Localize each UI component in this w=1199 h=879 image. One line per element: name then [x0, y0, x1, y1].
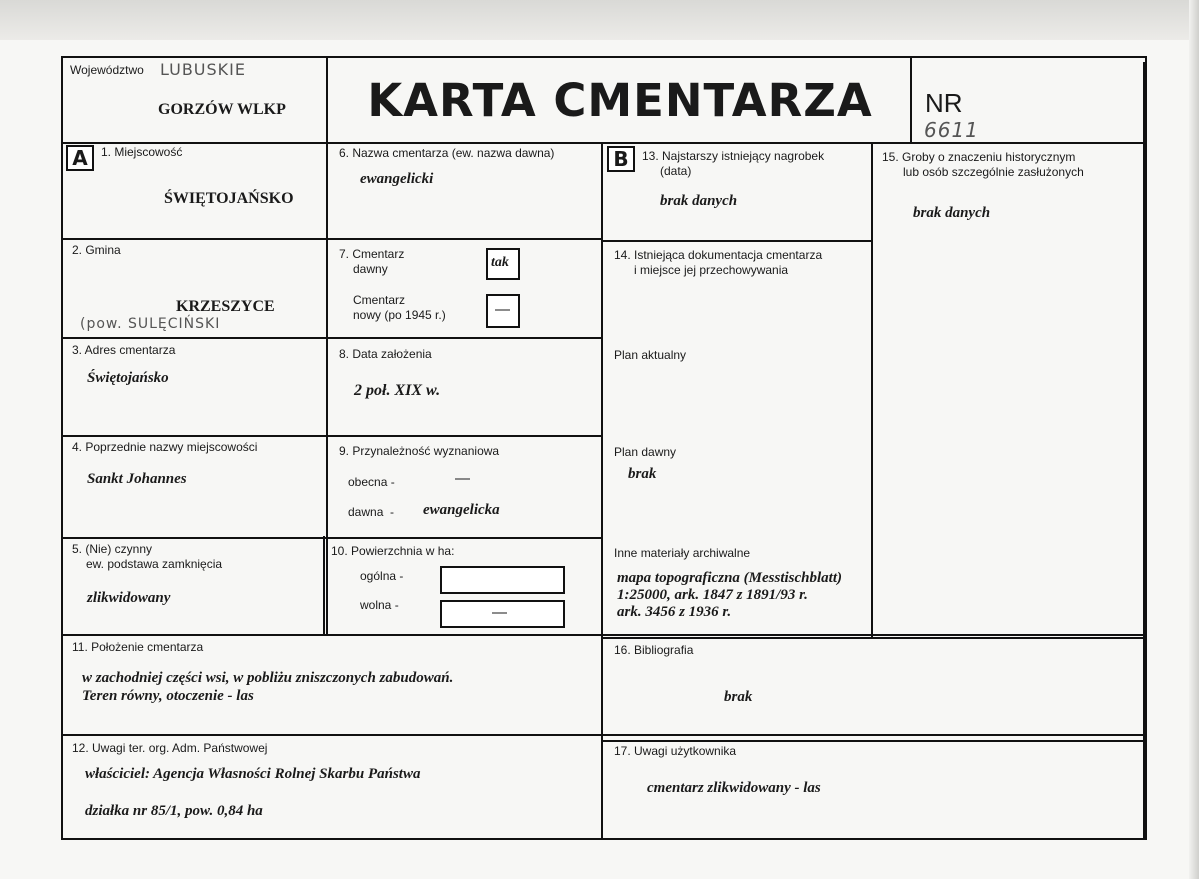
nr-value: 6611	[924, 118, 979, 142]
field-9-obecna-label: obecna -	[348, 475, 395, 489]
field-7-label-2b: nowy (po 1945 r.)	[353, 308, 446, 322]
field-14-inne-value-1: mapa topograficzna (Messtischblatt)	[617, 570, 843, 586]
field-14-inne-value-2: 1:25000, ark. 1847 z 1891/93 r.	[617, 587, 808, 603]
field-15-label-1: 15. Groby o znaczeniu historycznym	[882, 150, 1076, 164]
field-11-value-1: w zachodniej części wsi, w pobliżu zniszczonych zabudowań.	[82, 670, 454, 686]
field-9-dawna-label: dawna -	[348, 505, 395, 519]
field-14-label-2: i miejsce jej przechowywania	[634, 263, 789, 277]
field-2-value: KRZESZYCE	[176, 298, 275, 315]
field-4-value: Sankt Johannes	[87, 471, 187, 487]
nr-label: NR	[925, 88, 963, 118]
field-1-value: ŚWIĘTOJAŃSKO	[164, 190, 294, 207]
field-4-label: 4. Poprzednie nazwy miejscowości	[72, 440, 258, 454]
field-8-value: 2 poł. XIX w.	[354, 382, 441, 399]
field-3-value: Świętojańsko	[87, 370, 169, 386]
field-13-value: brak danych	[660, 193, 738, 209]
field-10-ogolna-box	[440, 566, 565, 594]
field-7-dawny-box	[486, 248, 520, 280]
field-3-label: 3. Adres cmentarza	[72, 343, 176, 357]
field-8-label: 8. Data założenia	[339, 347, 432, 361]
field-14-label-1: 14. Istniejąca dokumentacja cmentarza	[614, 248, 823, 262]
field-12-value-2: działka nr 85/1, pow. 0,84 ha	[85, 803, 263, 819]
field-15-value: brak danych	[913, 205, 991, 221]
wojewodztwo-label: Województwo	[70, 63, 144, 77]
field-12-value-1: właściciel: Agencja Własności Rolnej Skarbu Państwa	[85, 766, 421, 782]
field-17-value: cmentarz zlikwidowany - las	[647, 780, 821, 796]
field-7-label-2a: Cmentarz	[353, 293, 406, 307]
field-17-label: 17. Uwagi użytkownika	[614, 744, 737, 758]
field-1-label: 1. Miejscowość	[101, 145, 183, 159]
field-7-nowy-value: —	[495, 301, 510, 318]
page-title: KARTA CMENTARZA	[367, 74, 873, 127]
field-7-dawny-value: tak	[491, 255, 509, 270]
field-5-label-1: 5. (Nie) czynny	[72, 542, 153, 556]
wojewodztwo-handwritten: LUBUSKIE	[160, 60, 246, 79]
field-9-label: 9. Przynależność wyznaniowa	[339, 444, 500, 458]
field-13-label-1: 13. Najstarszy istniejący nagrobek	[642, 149, 825, 163]
field-14-plan-aktualny-label: Plan aktualny	[614, 348, 687, 362]
field-15-label-2: lub osób szczególnie zasłużonych	[903, 165, 1084, 179]
wojewodztwo-value: GORZÓW WLKP	[158, 101, 286, 118]
field-7-label-1b: dawny	[353, 262, 388, 276]
field-7-label-1a: 7. Cmentarz	[339, 247, 405, 261]
section-b-marker: B	[607, 146, 635, 172]
paper-right-edge	[1189, 0, 1199, 879]
field-2-handwritten: (pow. SULĘCIŃSKI	[80, 316, 221, 332]
field-6-label: 6. Nazwa cmentarza (ew. nazwa dawna)	[339, 146, 555, 160]
section-a-marker: A	[66, 145, 94, 171]
field-2-label: 2. Gmina	[72, 243, 121, 257]
field-6-value: ewangelicki	[360, 171, 434, 187]
field-16-label: 16. Bibliografia	[614, 643, 694, 657]
field-9-obecna-value: —	[455, 470, 470, 487]
field-5-label-2: ew. podstawa zamknięcia	[86, 557, 223, 571]
field-16-value: brak	[724, 689, 753, 705]
field-10-label: 10. Powierzchnia w ha:	[331, 544, 455, 558]
field-9-dawna-value: ewangelicka	[423, 502, 500, 518]
field-14-plan-dawny-label: Plan dawny	[614, 445, 677, 459]
field-10-wolna-value: —	[492, 604, 507, 621]
field-14-inne-label: Inne materiały archiwalne	[614, 546, 751, 560]
field-12-label: 12. Uwagi ter. org. Adm. Państwowej	[72, 741, 268, 755]
field-14-plan-dawny-value: brak	[628, 466, 657, 482]
field-7-nowy-box	[486, 294, 520, 328]
field-10-wolna-box	[440, 600, 565, 628]
field-10-ogolna-label: ogólna -	[360, 569, 404, 583]
field-11-label: 11. Położenie cmentarza	[72, 640, 204, 654]
field-14-inne-value-3: ark. 3456 z 1936 r.	[617, 604, 732, 620]
field-11-value-2: Teren równy, otoczenie - las	[82, 688, 254, 704]
paper-top-edge	[0, 0, 1199, 40]
field-10-wolna-label: wolna -	[360, 598, 399, 612]
field-13-label-2: (data)	[660, 164, 692, 178]
field-5-value: zlikwidowany	[87, 590, 171, 606]
